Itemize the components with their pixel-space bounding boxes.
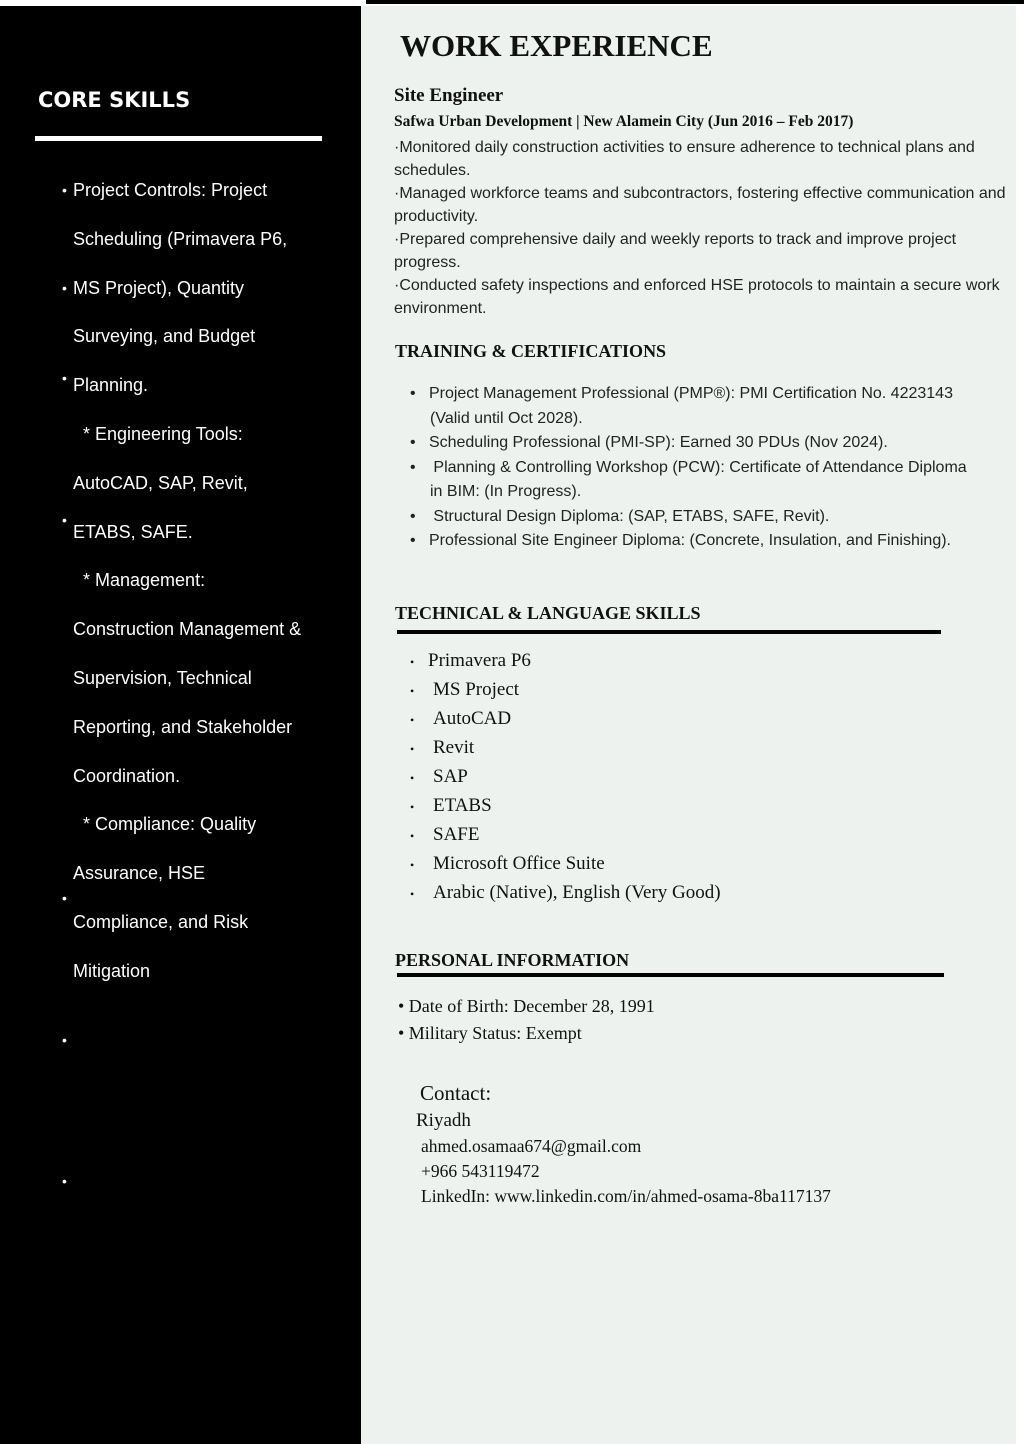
divider	[397, 630, 941, 634]
job-company: Safwa Urban Development | New Alamein City (Jun 2016 – Feb 2017)	[394, 113, 854, 130]
job-bullet: ·Managed workforce teams and subcontractors, fostering effective communication and productivity.	[394, 185, 1006, 225]
contact-city: Riyadh	[416, 1110, 471, 1131]
contact-title: Contact:	[420, 1081, 492, 1105]
bullet-icon: •	[410, 829, 415, 843]
tech-skill-item	[410, 676, 721, 705]
core-skill-line: Supervision, Technical	[73, 668, 252, 688]
core-skill-line: Compliance, and Risk	[73, 912, 249, 932]
skill-text: Primavera P6	[428, 650, 531, 671]
core-skill-line: MS Project), Quantity	[73, 277, 245, 298]
core-skill-line: * Compliance: Quality	[73, 814, 257, 835]
bullet-icon: •	[410, 684, 415, 698]
core-skill-line: Mitigation	[73, 960, 151, 981]
bullet-icon: •	[62, 1032, 67, 1048]
core-skill-line: AutoCAD, SAP, Revit,	[73, 472, 248, 493]
skill-text: Microsoft Office Suite	[433, 853, 605, 874]
tech-skill-item	[410, 647, 721, 676]
item-text: Scheduling Professional (PMI-SP): Earned 30 PDUs (Nov 2024).	[428, 434, 888, 451]
tech-skill-item	[410, 763, 721, 792]
bullet-icon: •	[62, 1173, 67, 1189]
core-skill-line: Planning.	[73, 375, 149, 396]
skill-text: SAFE	[433, 824, 480, 845]
contact-phone: +966 543119472	[421, 1161, 540, 1181]
work-experience-title: WORK EXPERIENCE	[400, 28, 713, 63]
bullet-icon: •	[410, 887, 415, 901]
bullet-icon: •	[410, 742, 415, 756]
core-skill-line: * Management:	[73, 570, 206, 591]
divider	[397, 973, 944, 977]
list-item: • Planning & Controlling Workshop (PCW): Certificate of Attendance Diploma in BIM: (In Progress).	[410, 458, 967, 500]
bullet-icon: •	[410, 800, 415, 814]
item-text: Structural Design Diploma: (SAP, ETABS, SAFE, Revit).	[433, 507, 830, 525]
job-bullet: ·Prepared comprehensive daily and weekly reports to track and improve project progress.	[394, 231, 957, 271]
tech-skill-item	[410, 792, 721, 821]
tech-skill-item	[410, 879, 721, 908]
bullet-icon: •	[62, 890, 67, 906]
core-skill-line: Construction Management &	[73, 619, 302, 640]
bullet-icon: •	[62, 182, 67, 198]
divider	[35, 136, 322, 141]
core-skill-line: * Engineering Tools:	[73, 424, 243, 444]
skill-text: Arabic (Native), English (Very Good)	[433, 882, 721, 903]
bullet-icon: •	[410, 858, 415, 872]
personal-title: PERSONAL INFORMATION	[395, 950, 630, 970]
tech-skill-item	[410, 821, 721, 850]
skill-text: ETABS	[433, 795, 492, 816]
tech-skill-item	[410, 850, 721, 879]
bullet-icon: •	[410, 713, 415, 727]
bullet-icon: •	[410, 655, 415, 669]
list-item: • Professional Site Engineer Diploma: (Concrete, Insulation, and Finishing).	[410, 532, 951, 549]
skill-text: SAP	[433, 766, 468, 787]
item-text: Project Management Professional (PMP®): PMI Certification No. 4223143 (Valid until Oct 2028).	[428, 385, 953, 427]
training-title: TRAINING & CERTIFICATIONS	[395, 341, 667, 361]
item-text: Planning & Controlling Workshop (PCW): Certificate of Attendance Diploma in BIM: (In Progress).	[430, 458, 967, 500]
core-skill-line: Surveying, and Budget	[73, 326, 256, 347]
job-bullets	[394, 136, 1009, 320]
bullet-icon: •	[62, 512, 67, 528]
military-status: • Military Status: Exempt	[398, 1023, 582, 1043]
core-skills-title: CORE SKILLS	[38, 88, 191, 112]
job-bullet: ·Conducted safety inspections and enforced HSE protocols to maintain a secure work environment.	[394, 277, 1000, 317]
core-skill-line: Reporting, and Stakeholder	[73, 716, 293, 737]
bullet-icon: •	[62, 280, 67, 296]
contact-email[interactable]: ahmed.osamaa674@gmail.com	[421, 1136, 642, 1156]
list-item: • Scheduling Professional (PMI-SP): Earned 30 PDUs (Nov 2024).	[410, 434, 888, 451]
tech-title: TECHNICAL & LANGUAGE SKILLS	[395, 603, 701, 623]
contact-linkedin[interactable]: LinkedIn: www.linkedin.com/in/ahmed-osama-8ba117137	[421, 1186, 831, 1206]
personal-info	[398, 993, 655, 1047]
core-skill-line: Coordination.	[73, 765, 181, 786]
core-skill-line: Project Controls: Project	[73, 180, 268, 200]
skill-text: Revit	[433, 737, 475, 758]
bullet-icon: •	[62, 370, 67, 386]
bullet-icon: •	[410, 771, 415, 785]
core-skill-line: Scheduling (Primavera P6,	[73, 228, 288, 249]
job-bullet: ·Monitored daily construction activities to ensure adherence to technical plans and schedules.	[394, 139, 975, 179]
core-skill-line: Assurance, HSE	[73, 863, 206, 884]
list-item: • Project Management Professional (PMP®): PMI Certification No. 4223143 (Valid until Oct 2028).	[410, 385, 953, 427]
job-title: Site Engineer	[394, 85, 504, 106]
list-item: • Structural Design Diploma: (SAP, ETABS, SAFE, Revit).	[410, 507, 830, 525]
tech-skill-item	[410, 734, 721, 763]
skill-text: MS Project	[433, 679, 520, 700]
training-list	[410, 382, 980, 554]
core-skill-line: ETABS, SAFE.	[73, 521, 193, 542]
item-text: Professional Site Engineer Diploma: (Concrete, Insulation, and Finishing).	[428, 532, 951, 549]
dob: • Date of Birth: December 28, 1991	[398, 996, 655, 1016]
tech-skill-item	[410, 705, 721, 734]
skill-text: AutoCAD	[433, 708, 512, 729]
top-rule	[366, 0, 1024, 4]
